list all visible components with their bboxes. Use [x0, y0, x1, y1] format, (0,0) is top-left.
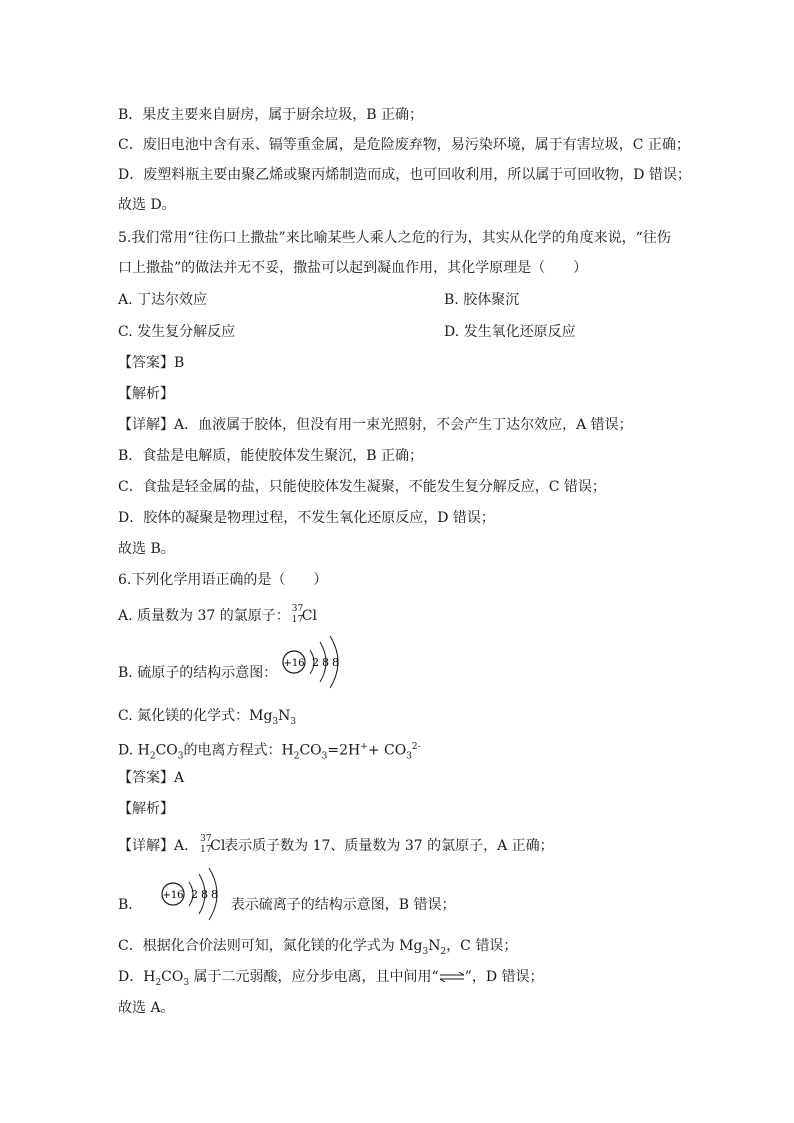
answer-label: 【答案】B	[118, 355, 185, 371]
option-c: C. 发生复分解反应	[118, 324, 236, 340]
detail-line: C．食盐是轻金属的盐，只能使胶体发生凝聚，不能发生复分解反应，C 错误；	[118, 479, 606, 495]
question-5-text: 5.我们常用“往伤口上撒盐”来比喻某些人乘人之危的行为，其实从化学的角度来说，“往伤	[118, 230, 671, 246]
detail-line: D．$H_2CO_3$ 属于二元弱酸，应分步电离，且中间用“ ”，D 错误；	[118, 969, 544, 988]
detail-line: B．食盐是电解质，能使胶体发生聚沉，B 正确；	[118, 448, 424, 464]
text-line: B．果皮主要来自厨房，属于厨余垃圾，B 正确；	[118, 107, 424, 123]
option-d: D. $H_2CO_3$的电离方程式：$H_2CO_3=2H^++ CO_3^{2-}$	[118, 742, 421, 762]
atom-structure-diagram	[161, 864, 231, 924]
option-d: D. 发生氧化还原反应	[444, 324, 576, 340]
shell-electrons: 8	[321, 656, 329, 669]
detail-line: C．根据化合价法则可知，氮化镁的化学式为 $Mg_3N_2$，C 错误；	[118, 938, 518, 957]
detail-line: D．胶体的凝聚是物理过程，不发生氧化还原反应，D 错误；	[118, 510, 495, 526]
shell-electrons: 8	[210, 888, 218, 901]
question-6-text: 6.下列化学用语正确的是（ ）	[118, 572, 328, 588]
option-c: C. 氮化镁的化学式：$Mg_3N_3$	[118, 708, 297, 727]
analysis-label: 【解析】	[118, 386, 174, 402]
option-a-label: A. 质量数为 37 的氯原子：	[118, 608, 290, 624]
nucleus-charge: +16	[162, 890, 184, 901]
equilibrium-arrow-icon	[439, 972, 465, 982]
atom-structure-diagram	[282, 632, 352, 692]
text-line: 故选 D。	[118, 197, 176, 213]
detail-line: 故选 B。	[118, 541, 175, 557]
isotope-notation: 37 17 Cl	[291, 604, 317, 625]
analysis-label: 【解析】	[118, 801, 174, 817]
detail-line: 故选 A。	[118, 1000, 175, 1016]
nucleus-charge: +16	[283, 658, 305, 669]
detail-line: 【详解】A． 37 17 Cl 表示质子数为 17、质量数为 37 的氯原子，A 正确；	[118, 834, 554, 855]
shell-electrons: 2	[311, 656, 319, 669]
option-b	[118, 654, 352, 692]
shell-electrons: 2	[190, 888, 198, 901]
option-a	[118, 606, 316, 626]
detail-line: 【详解】A．血液属于胶体，但没有用一束光照射，不会产生丁达尔效应，A 错误；	[118, 417, 633, 433]
option-a: A. 丁达尔效应	[118, 292, 208, 308]
isotope-notation: 37 17 Cl	[200, 834, 226, 855]
question-5-text: 口上撒盐”的做法并无不妥，撒盐可以起到凝血作用，其化学原理是（ ）	[118, 260, 588, 276]
shell-electrons: 8	[331, 656, 339, 669]
option-b-label: B. 硫原子的结构示意图：	[118, 665, 278, 681]
option-b: B. 胶体聚沉	[444, 292, 520, 308]
detail-line: B． +16 2 8 8 表示硫离子的结构示意图，B 错误；	[118, 886, 456, 924]
text-line: D．废塑料瓶主要由聚乙烯或聚丙烯制造而成，也可回收利用，所以属于可回收物，D 错误；	[118, 167, 691, 183]
shell-electrons: 8	[200, 888, 208, 901]
answer-label: 【答案】A	[118, 770, 185, 786]
text-line: C．废旧电池中含有汞、镉等重金属，是危险废弃物，易污染环境，属于有害垃圾，C 正确；	[118, 137, 690, 153]
